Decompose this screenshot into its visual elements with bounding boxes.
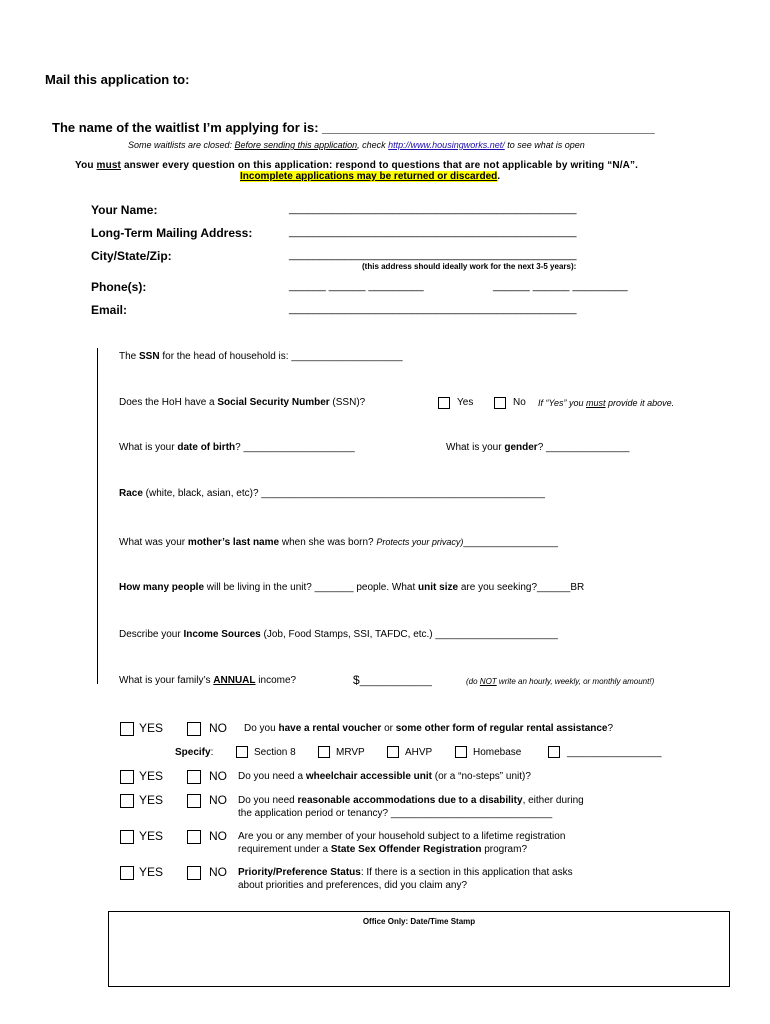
priority-no-label: NO — [209, 865, 227, 879]
voucher-text-2: or — [381, 723, 396, 734]
section-divider-line — [97, 348, 98, 684]
annual-bold: ANNUAL — [213, 675, 256, 686]
offender-text: requirement under a — [238, 844, 331, 855]
email-field[interactable]: _______________________________________________ — [289, 303, 577, 315]
unit-size-bold: unit size — [418, 582, 459, 593]
specify-bold: Specify — [175, 747, 211, 758]
income-sources-question — [119, 629, 558, 640]
dollar-sign: $ — [353, 673, 360, 687]
waitlist-field[interactable]: ______________________________________________ — [322, 120, 655, 135]
hoh-note-must: must — [586, 398, 606, 408]
mother-field[interactable]: _________________ — [463, 537, 558, 548]
annual-income-question — [119, 675, 296, 686]
other-assistance-checkbox[interactable] — [548, 746, 560, 758]
accommodations-yes-label: YES — [139, 793, 164, 807]
offender-bold: State Sex Offender Registration — [330, 844, 482, 855]
priority-bold: Priority/Preference Status — [238, 867, 361, 878]
gender-field[interactable]: ? _______________ — [537, 442, 630, 453]
wheelchair-yes-label: YES — [139, 769, 164, 783]
income-src-text: Describe your — [119, 629, 184, 640]
wheelchair-bold: wheelchair accessible unit — [305, 771, 432, 782]
people-question — [119, 582, 584, 593]
mother-bold: mother’s last name — [187, 537, 280, 548]
incomplete-highlight: Incomplete applications may be returned or discarded — [240, 171, 498, 182]
voucher-yes-checkbox[interactable] — [120, 722, 134, 736]
mother-text: What was your — [119, 537, 188, 548]
priority-yes-checkbox[interactable] — [120, 866, 134, 880]
phone-field-2[interactable]: ______ ______ _________ — [493, 280, 628, 292]
priority-question-line2: about priorities and preferences, did you claim any? — [238, 880, 468, 891]
offender-question-line2 — [238, 844, 527, 855]
annual-text: What is your family’s — [119, 675, 214, 686]
office-stamp-label: Office Only: Date/Time Stamp — [362, 917, 476, 926]
ssn-question — [119, 351, 403, 362]
dob-field[interactable]: ? ____________________ — [235, 442, 355, 453]
voucher-no-checkbox[interactable] — [187, 722, 201, 736]
accommodations-no-checkbox[interactable] — [187, 794, 201, 808]
hoh-no-checkbox[interactable] — [494, 397, 506, 409]
mother-name-question — [119, 537, 558, 548]
ahvp-label: AHVP — [405, 747, 433, 758]
priority-question-line1 — [238, 867, 573, 878]
hoh-text: Does the HoH have a — [119, 397, 218, 408]
voucher-question — [244, 723, 613, 734]
offender-text-2: program? — [481, 844, 528, 855]
annual-text-2: income? — [255, 675, 297, 686]
voucher-bold-2: some other form of regular rental assistance — [395, 723, 608, 734]
must-answer-note — [75, 160, 638, 171]
homebase-checkbox[interactable] — [455, 746, 467, 758]
voucher-bold: have a rental voucher — [278, 723, 382, 734]
section8-checkbox[interactable] — [236, 746, 248, 758]
accommodations-no-label: NO — [209, 793, 227, 807]
closed-note-emphasis: Before sending this application — [234, 140, 358, 150]
name-field[interactable]: _______________________________________________ — [289, 203, 577, 215]
income-src-bold: Income Sources — [183, 629, 261, 640]
hoh-note-text: If “Yes” you — [538, 398, 587, 408]
mrvp-label: MRVP — [336, 747, 365, 758]
address-note: (this address should ideally work for the next 3-5 years): — [362, 262, 577, 271]
wheelchair-text: Do you need a — [238, 771, 306, 782]
closed-note-text: Some waitlists are closed: — [128, 140, 235, 150]
voucher-text: Do you — [244, 723, 279, 734]
waitlist-label: The name of the waitlist I’m applying for is: — [52, 120, 319, 135]
hoh-note — [538, 398, 674, 408]
name-label: Your Name: — [91, 203, 158, 217]
specify-label — [175, 747, 213, 758]
voucher-qmark: ? — [607, 723, 614, 734]
wheelchair-text-2: (or a “no-steps” unit)? — [432, 771, 531, 782]
hoh-yes-checkbox[interactable] — [438, 397, 450, 409]
wheelchair-question — [238, 771, 531, 782]
annual-income-field[interactable] — [353, 673, 432, 687]
city-label: City/State/Zip: — [91, 249, 172, 263]
offender-yes-label: YES — [139, 829, 164, 843]
offender-question-line1: Are you or any member of your household subject to a lifetime registration — [238, 831, 566, 842]
people-bold: How many people — [119, 582, 205, 593]
priority-yes-label: YES — [139, 865, 164, 879]
must-text-2: answer every question on this application: respond to questions that are not applicable by writing “N/A”. — [121, 160, 639, 171]
income-src-field[interactable]: (Job, Food Stamps, SSI, TAFDC, etc.) ______________________ — [260, 629, 558, 640]
email-label: Email: — [91, 303, 128, 317]
offender-no-label: NO — [209, 829, 227, 843]
accom-text-2: , either during — [522, 795, 584, 806]
accom-bold: reasonable accommodations due to a disability — [297, 795, 523, 806]
gender-bold: gender — [504, 442, 538, 453]
race-text: (white, black, asian, etc) — [142, 488, 253, 499]
incomplete-dot: . — [497, 171, 501, 182]
ssn-bold: SSN — [139, 351, 160, 362]
accom-text: Do you need — [238, 795, 298, 806]
homebase-label: Homebase — [473, 747, 522, 758]
mother-privacy-note: Protects your privacy) — [376, 537, 464, 547]
ssn-text: The — [119, 351, 140, 362]
hoh-yes-label: Yes — [457, 397, 474, 408]
city-field[interactable]: _______________________________________________ — [289, 249, 577, 261]
hoh-note-text-2: provide it above. — [605, 398, 675, 408]
wheelchair-yes-checkbox[interactable] — [120, 770, 134, 784]
phone-field-1[interactable]: ______ ______ _________ — [289, 280, 424, 292]
must-emphasis: must — [96, 160, 122, 171]
ssn-field[interactable]: for the head of household is: ____________________ — [159, 351, 403, 362]
accommodations-field[interactable]: the application period or tenancy? _____________________________ — [238, 808, 553, 819]
office-stamp-box[interactable] — [108, 911, 730, 987]
dob-bold: date of birth — [177, 442, 236, 453]
hoh-no-label: No — [513, 397, 526, 408]
mrvp-checkbox[interactable] — [318, 746, 330, 758]
people-field[interactable]: will be living in the unit? _______ people. What — [204, 582, 419, 593]
race-field[interactable]: ? ___________________________________________________ — [252, 488, 545, 499]
race-question — [119, 488, 545, 499]
gender-text: What is your — [446, 442, 505, 453]
mother-text-2: when she was born? — [279, 537, 377, 548]
other-assistance-field[interactable]: _________________ — [567, 747, 662, 758]
hoh-ssn-question — [119, 397, 365, 408]
mail-to-heading: Mail this application to: — [45, 72, 190, 87]
closed-waitlist-note — [128, 140, 585, 150]
offender-yes-checkbox[interactable] — [120, 830, 134, 844]
incomplete-warning — [240, 171, 500, 182]
offender-no-checkbox[interactable] — [187, 830, 201, 844]
race-bold: Race — [119, 488, 143, 499]
annual-note — [466, 677, 654, 686]
phone-label: Phone(s): — [91, 280, 147, 294]
gender-question — [446, 442, 629, 453]
voucher-no-label: NO — [209, 721, 227, 735]
closed-note-text-3: to see what is open — [504, 140, 585, 150]
section8-label: Section 8 — [254, 747, 296, 758]
housingworks-link[interactable]: http://www.housingworks.net/ — [388, 140, 505, 150]
address-field[interactable]: _______________________________________________ — [289, 226, 577, 238]
closed-note-text-2: , check — [357, 140, 389, 150]
specify-colon: : — [210, 747, 214, 758]
voucher-yes-label: YES — [139, 721, 164, 735]
wheelchair-no-checkbox[interactable] — [187, 770, 201, 784]
annual-note-not: NOT — [479, 677, 497, 686]
address-label: Long-Term Mailing Address: — [91, 226, 253, 240]
annual-blank[interactable]: _____________ — [359, 676, 432, 687]
hoh-text-2: (SSN)? — [329, 397, 366, 408]
ahvp-checkbox[interactable] — [387, 746, 399, 758]
hoh-bold: Social Security Number — [217, 397, 330, 408]
must-text: You — [75, 160, 97, 171]
dob-question — [119, 442, 355, 453]
annual-note-text: (do — [466, 677, 480, 686]
waitlist-question — [52, 120, 655, 135]
wheelchair-no-label: NO — [209, 769, 227, 783]
accommodations-question — [238, 795, 584, 806]
unit-size-field[interactable]: are you seeking?______BR — [458, 582, 585, 593]
dob-text: What is your — [119, 442, 178, 453]
accommodations-yes-checkbox[interactable] — [120, 794, 134, 808]
priority-no-checkbox[interactable] — [187, 866, 201, 880]
priority-text: : If there is a section in this application that asks — [360, 867, 573, 878]
annual-note-text-2: write an hourly, weekly, or monthly amount!) — [496, 677, 655, 686]
